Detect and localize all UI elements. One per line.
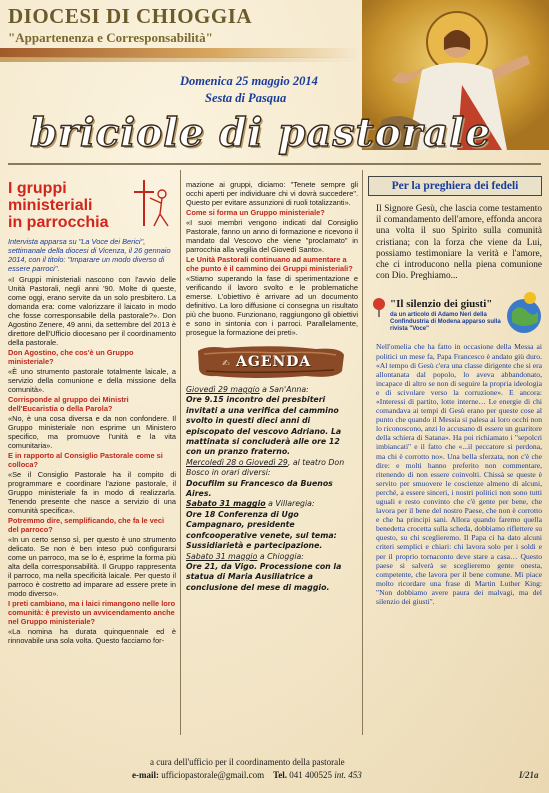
article-title-line3: in parrocchia (8, 214, 109, 231)
column-divider-left (180, 170, 181, 735)
footer-credit: a cura dell'ufficio per il coordinamento della pastorale (150, 757, 345, 767)
interview-answer: mazione ai gruppi, diciamo: "Tenete sempre gli occhi aperti per individuare chi vi dovrà succedere". Questo per evitare assunzioni di ruoli totalizzanti». (186, 180, 358, 207)
tel-number: 041 400525 (287, 770, 333, 780)
issue-date: Domenica 25 maggio 2014 (180, 74, 318, 88)
article-header (368, 288, 542, 342)
agenda-text: Ore 9.15 incontro dei presbiteri invitati a una verifica del cammino svolto in questi dieci anni di episcopato del vescovo Adriano. La mattinata si concluderà alle ore 12 con un pranzo fraterno. (186, 395, 342, 457)
agenda-place: a Villaregia: (265, 499, 315, 509)
agenda-item (186, 385, 358, 458)
interview-paragraph: «I Gruppi ministeriali nascono con l'avvio delle Unità Pastorali, negli anni '90. Molte di queste, come oggi, erano servite da un solo presbitero. La domanda era: come valorizzare il laicato in modo che fosse corresponsabile della pastorale?». Don Agostino Zenere, 49 anni, da settembre del 2013 è direttore dell'Ufficio diocesano per il coordinamento della pastorale. (8, 275, 176, 347)
tel-extension: int. 453 (332, 770, 362, 780)
agenda-item (186, 552, 358, 594)
cross-figure-icon (124, 176, 174, 232)
email-address: ufficiopastorale@gmail.com (159, 770, 265, 780)
interview-question: Corrisponde al gruppo dei Ministri dell'Eucaristia o della Parola? (8, 395, 129, 413)
liturgical-sunday: Sesta di Pasqua (205, 91, 287, 105)
column-interview (8, 180, 176, 646)
interview-answer: «La nomina ha durata quinquennale ed è rinnovabile una sola volta. Questo facciamo for- (8, 627, 176, 645)
tel-label: Tel. (273, 770, 288, 780)
interview-answer: «Se il Consiglio Pastorale ha il compito di programmare e coordinare l'azione pastorale, il Gruppo ministeriale fa in modo di realizzarla. Tenendo presente che nasce a servizio di una comunità specifica». (8, 470, 176, 515)
article-source: da un articolo di Adamo Neri della Confindustria di Modena apparso sulla rivista "Voce" (390, 312, 501, 333)
agenda-title: AGENDA (236, 354, 312, 370)
agenda-banner (196, 345, 346, 379)
svg-text:✍: ✍ (222, 359, 230, 369)
interview-question: Potremmo dire, semplificando, che fa le veci del parroco? (8, 516, 165, 534)
diocese-title: DIOCESI DI CHIOGGIA (8, 4, 253, 28)
prayer-text: Il Signore Gesù, che lascia come testamento il comandamento dell'amore, effonda ancora una volta il suo Spirito sulla comunità cristiana; con la forza che viene da Lui, possiamo testimoniare la verità e l'amore, che ci introducono nella piena comunione con Dio. Preghiamo... (376, 204, 542, 282)
agenda-date: Sabato 31 maggio (186, 551, 258, 561)
header-banner-stripe-lower (0, 57, 360, 62)
agenda-place: a San'Anna: (259, 385, 309, 394)
interview-answer: «Stiamo superando la fase di sperimentazione e verificando il lavoro svolto e le problematiche emerse. L'obiettivo è arrivare ad un documento definitivo. La loro diffusione ci consegna un risultato più che buono. Funzionano, raggiungono gli obiettivi e sono in sintonia con i parroci. Parallelamente, prosegue la formazione dei preti». (186, 274, 358, 337)
diocese-motto: "Appartenenza e Corresponsabilità" (8, 30, 213, 45)
pin-icon (370, 296, 388, 318)
interview-answer: «In un certo senso sì, per questo è uno strumento delicato. Se non è ben inteso può configurarsi come un parroco, ma se lo è, esprime la forma più alta della corresponsabilità. Il Gruppo rappresenta il parroco, ma nella specificità laicale. Per questo il parroco è costretto ad imparare ad essere prete in modo diverso». (8, 535, 176, 598)
agenda-date: Sabato 31 maggio (186, 499, 266, 509)
article-title-line2: ministeriali (8, 197, 93, 214)
interview-question: Come si forma un Gruppo ministeriale? (186, 208, 325, 217)
interview-answer: «No, è una cosa diversa e da non confondere. Il Gruppo ministeriale non esprime un Ministero specifico, ma promuove l'unità e la vita comunitaria». (8, 414, 176, 450)
agenda-item (186, 458, 358, 500)
interview-question: I preti cambiano, ma i laici rimangono nelle loro comunità: è previsto un avvicendamento anche nel Gruppo ministeriale? (8, 599, 176, 626)
article-title-line1: I gruppi (8, 180, 67, 197)
agenda-list (186, 385, 358, 593)
page-number: I/21a (519, 770, 539, 780)
masthead-title: briciole di pastorale (30, 110, 492, 156)
column-divider-right (362, 170, 363, 735)
interview-answer: «I suoi membri vengono indicati dal Consiglio Pastorale, fanno un anno di formazione e ricevono il mandato dal Vescovo che viene "proclamato" in parrocchia alla vegilia del Giovedì Santo». (186, 218, 358, 254)
agenda-place: a Chioggia: (257, 551, 304, 561)
column-interview-continued (186, 180, 358, 593)
agenda-date: Giovedì 29 maggio (186, 385, 260, 394)
article-title: "Il silenzio dei giusti" (390, 298, 493, 311)
column-prayer-and-article (368, 176, 542, 606)
voce-logo-icon (504, 288, 544, 338)
article-body: Nell'omelia che ha fatto in occasione della Messa ai politici un mese fa, Papa Francesco è andato giù duro. «Al tempo di Gesù c'era una classe dirigente che si era allontanata dal popolo, lo aveva abbandonato, incapace di altro se non di seguire la propria ideologia e di scivolare verso la corruzione». E ancora: «Interessi di partito, lotte interne… Le energie di chi comandava ai tempi di Gesù erano per queste cose al punto che quando il Messia si palesa ai loro occhi non lo riconoscono, anzi lo accusano di essere un guaritore della schiera di Satana». Ha poi richiamato i "sepolcri imbiancati" e il fatto che «...il peccatore si perdona, ma chi è corrotto no». Una bella sferzata, non c'è che dire: e molti hanno preferito non commentare, ritenendo di non essere coinvolti. Chissà se queste è servito per smuovere le coscienze almeno di alcuni, perché, a essere sinceri, i nostri politici non sono tutti uguali e resto convinto che c'è gente per bene, che lavora per il bene del nostro Paese, che non è corrotto e che ha principi sani. Allora quando faremo quella benedetta crocetta sulla scheda, dobbiamo riflettere su questo, su chi sceglieremo. Il Papa ci ha dato alcuni criteri semplici e chiari: chi lavora solo per i soldi e per il proprio tornaconto deve stare a casa… Questo paese si salverà se sceglieremo gente onesta, competente, che lavora per il bene comune. Mi piace molto ricordare una frase di Martin Luther King: "Non dobbiamo avere paura dei malvagi, ma del silenzio dei giusti". (376, 342, 542, 607)
interview-question: Le Unità Pastorali continuano ad aumentare a che punto è il cammino dei Gruppi ministeriali? (186, 255, 353, 273)
agenda-text: , al teatro Don Bosco in orari diversi: (186, 457, 345, 478)
agenda-item (186, 499, 358, 551)
agenda-text: Ore 21, da Vigo. Processione con la statua di Maria Ausiliatrice a conclusione del mese di maggio. (186, 561, 342, 592)
agenda-date: Mercoledì 28 o Giovedì 29 (186, 457, 288, 467)
header-divider (8, 163, 541, 165)
interview-question: Don Agostino, che cos'è un Gruppo ministeriale? (8, 348, 134, 366)
agenda-text: Docufilm su Francesco da Buenos Aires. (186, 478, 333, 499)
interview-question: E in rapporto al Consiglio Pastorale come si colloca? (8, 451, 163, 469)
prayer-title-box: Per la preghiera dei fedeli (368, 176, 542, 196)
agenda-text: Ore 18 Conferenza di Ugo Campagnaro, presidente confcooperative venete, sul tema: Sussidiarietà e partecipazione. (186, 509, 337, 551)
interview-intro: Intervista apparsa su "La Voce dei Berici", settimanale della diocesi di Vicenza, il 26 gennaio 2014, con il titolo: "Imparare un modo diverso di essere parroci". (8, 237, 171, 273)
interview-answer: «È uno strumento pastorale totalmente laicale, a servizio della comunione e della missione della comunità». (8, 367, 176, 394)
footer-contacts (132, 770, 362, 780)
email-label: e-mail: (132, 770, 159, 780)
